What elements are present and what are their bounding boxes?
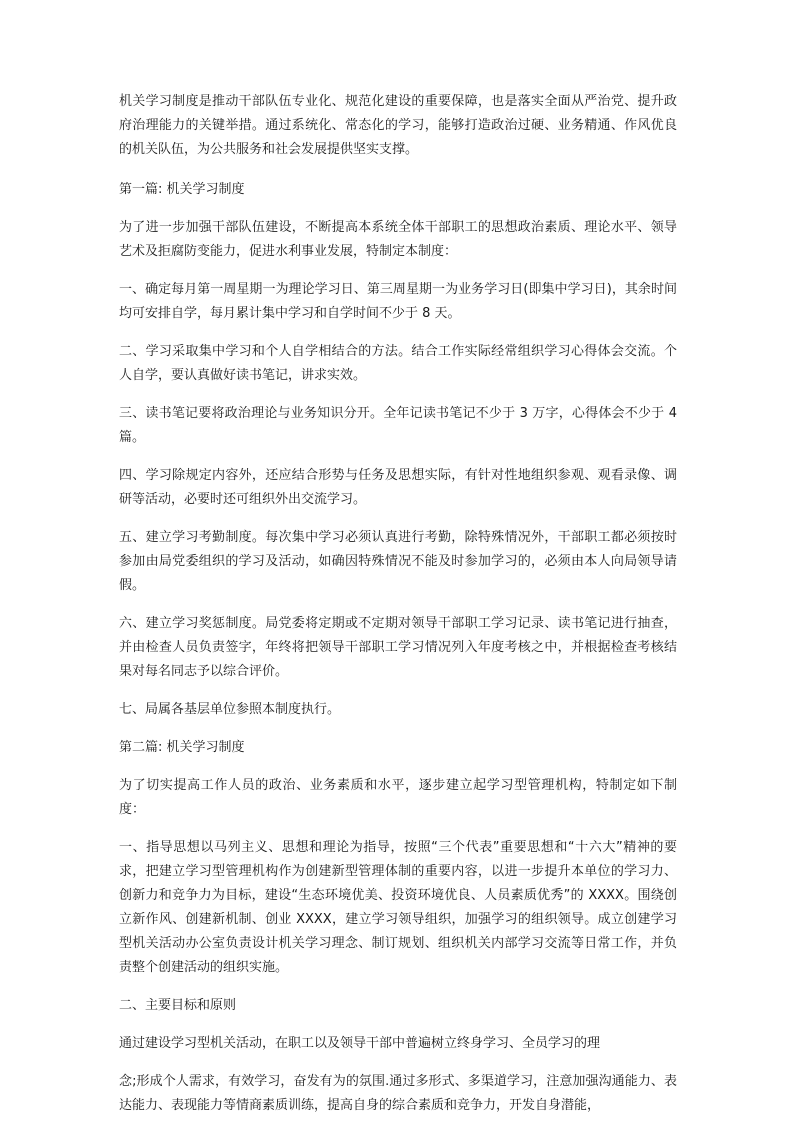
part1-item-2: 二、学习采取集中学习和个人自学相结合的方法。结合工作实际经常组织学习心得体会交流。个人自学，要认真做好读书笔记，讲求实效。 [119, 344, 677, 383]
part1-item-5: 五、建立学习考勤制度。每次集中学习必须认真进行考勤，除特殊情况外，干部职工都必须按时参加由局党委组织的学习及活动，如确因特殊情况不能及时参加学习的，必须由本人向局领导请假。 [119, 530, 677, 593]
part1-item-3: 三、读书笔记要将政治理论与业务知识分开。全年记读书笔记不少于 3 万字，心得体会不少于 4 篇。 [119, 406, 677, 445]
part2-item-2-text-2: 念;形成个人需求，有效学习，奋发有为的氛围.通过多形式、多渠道学习，注意加强沟通能力、表达能力、表现能力等情商素质训练，提高自身的综合素质和竞争力，开发自身潜能， [119, 1074, 677, 1113]
part1-item-1: 一、确定每月第一周星期一为理论学习日、第三周星期一为业务学习日(即集中学习日)，其余时间均可安排自学，每月累计集中学习和自学时间不少于 8 天。 [119, 282, 677, 321]
part1-lead-paragraph: 为了进一步加强干部队伍建设，不断提高本系统全体干部职工的思想政治素质、理论水平、领导艺术及拒腐防变能力，促进水利事业发展，特制定本制度： [119, 220, 677, 259]
part2-lead-paragraph: 为了切实提高工作人员的政治、业务素质和水平，逐步建立起学习型管理机构，特制定如下制度： [119, 778, 677, 817]
part1-item-6: 六、建立学习奖惩制度。局党委将定期或不定期对领导干部职工学习记录、读书笔记进行抽查，并由检查人员负责签字，年终将把领导干部职工学习情况列入年度考核之中，并根据检查考核结果对每名同志予以综合评价。 [119, 616, 677, 679]
part2-item-2-text-1: 通过建设学习型机关活动，在职工以及领导干部中普遍树立终身学习、全员学习的理 [119, 1036, 601, 1051]
part2-heading: 第二篇: 机关学习制度 [119, 740, 245, 755]
intro-paragraph: 机关学习制度是推动干部队伍专业化、规范化建设的重要保障，也是落实全面从严治党、提升政府治理能力的关键举措。通过系统化、常态化的学习，能够打造政治过硬、业务精通、作风优良的机关队伍，为公共服务和社会发展提供坚实支撑。 [119, 94, 677, 157]
part1-item-4: 四、学习除规定内容外，还应结合形势与任务及思想实际，有针对性地组织参观、观看录像、调研等活动，必要时还可组织外出交流学习。 [119, 468, 677, 507]
part2-item-2-title: 二、主要目标和原则 [119, 998, 237, 1013]
document-page [119, 90, 677, 1118]
part1-heading: 第一篇: 机关学习制度 [119, 182, 245, 197]
part1-item-7: 七、局属各基层单位参照本制度执行。 [119, 702, 341, 717]
part2-item-1: 一、指导思想以马列主义、思想和理论为指导，按照“三个代表”重要思想和“十六大”精神的要求，把建立学习型管理机构作为创建新型管理体制的重要内容，以进一步提升本单位的学习力、创新力和竞争力为目标，建设“生态环境优美、投资环境优良、人员素质优秀”的 XXXX。围绕创立新作风、创建新机制、创业 XXXX，建立学习领导组织，加强学习的组织领导。成立创建学习型机关活动办公室负责设计机关学习理念、制订规划、组织机关内部学习交流等日常工作，并负责整个创建活动的组织实施。 [119, 840, 677, 975]
